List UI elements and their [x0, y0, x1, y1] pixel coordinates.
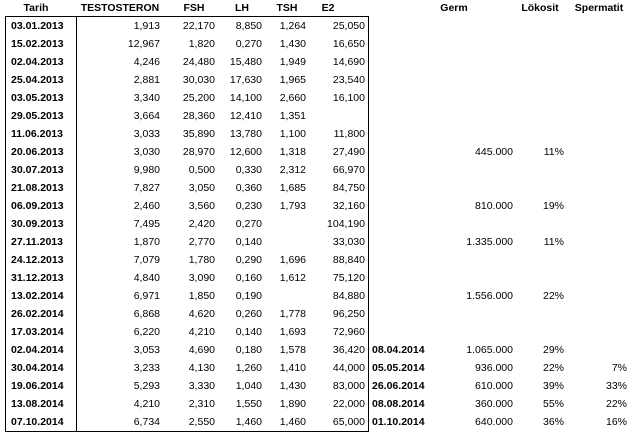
cell-testosteron: 3,030 — [133, 146, 160, 158]
cell-lokosit — [515, 251, 564, 269]
cell-lokosit — [515, 305, 564, 323]
cell-lh: 0,230 — [235, 200, 262, 212]
cell-tarih: 27.11.2013 — [11, 236, 63, 248]
cell-tsh: 1,778 — [279, 308, 306, 320]
cell-lh: 12,600 — [229, 146, 262, 158]
cell-tsh: 1,685 — [279, 182, 306, 194]
cell-lokosit — [515, 161, 564, 179]
cell-spermatit — [570, 53, 627, 71]
cell-date2 — [372, 179, 434, 197]
cell-lh: 0,360 — [235, 182, 262, 194]
cell-testosteron: 1,870 — [133, 236, 160, 248]
cell-fsh: 28,970 — [182, 146, 215, 158]
header-lokosit: Lökosit — [521, 2, 559, 14]
cell-fsh: 1,820 — [188, 38, 215, 50]
cell-date2 — [372, 125, 434, 143]
cell-fsh: 0,500 — [188, 164, 215, 176]
cell-lh: 0,160 — [235, 272, 262, 284]
cell-testosteron: 3,340 — [133, 92, 160, 104]
cell-e2 — [310, 107, 365, 125]
cell-tsh: 1,410 — [279, 362, 306, 374]
cell-fsh: 2,310 — [188, 398, 215, 410]
cell-date2 — [372, 53, 434, 71]
cell-tarih: 11.06.2013 — [11, 128, 63, 140]
cell-tsh — [265, 233, 306, 251]
cell-germ — [430, 251, 513, 269]
cell-testosteron: 4,246 — [133, 56, 160, 68]
cell-testosteron: 6,868 — [133, 308, 160, 320]
cell-fsh: 3,560 — [188, 200, 215, 212]
cell-germ — [430, 125, 513, 143]
header-testosteron: TESTOSTERON — [80, 2, 160, 14]
cell-germ — [430, 269, 513, 287]
cell-tarih: 30.09.2013 — [11, 218, 64, 230]
cell-tarih: 25.04.2013 — [11, 74, 64, 86]
cell-tarih: 02.04.2013 — [11, 56, 64, 68]
cell-lh: 17,630 — [229, 74, 262, 86]
cell-fsh: 3,090 — [188, 272, 215, 284]
cell-e2: 84,750 — [332, 182, 365, 194]
cell-e2: 75,120 — [332, 272, 365, 284]
cell-lokosit: 11% — [543, 146, 564, 158]
cell-testosteron: 1,913 — [133, 20, 160, 32]
cell-tsh: 1,965 — [279, 74, 306, 86]
cell-fsh: 2,420 — [188, 218, 215, 230]
cell-tsh — [265, 287, 306, 305]
cell-spermatit — [570, 143, 627, 161]
cell-tarih: 19.06.2014 — [11, 380, 64, 392]
cell-tarih: 17.03.2014 — [11, 326, 64, 338]
cell-e2: 66,970 — [332, 164, 365, 176]
cell-tsh: 2,660 — [279, 92, 306, 104]
cell-tsh: 1,696 — [279, 254, 306, 266]
cell-germ: 1.556.000 — [466, 290, 513, 302]
cell-tsh — [265, 215, 306, 233]
cell-spermatit — [570, 341, 627, 359]
cell-lokosit — [515, 323, 564, 341]
cell-e2: 25,050 — [332, 20, 365, 32]
cell-testosteron: 12,967 — [127, 38, 160, 50]
cell-lh: 15,480 — [229, 56, 262, 68]
cell-germ: 445.000 — [475, 146, 513, 158]
cell-lokosit — [515, 269, 564, 287]
header-tarih: Tarih — [23, 2, 49, 14]
cell-e2: 32,160 — [332, 200, 365, 212]
cell-germ — [430, 71, 513, 89]
cell-germ: 1.335.000 — [466, 236, 513, 248]
cell-fsh: 4,210 — [188, 326, 215, 338]
cell-lokosit — [515, 215, 564, 233]
cell-e2: 44,000 — [332, 362, 365, 374]
cell-tsh: 1,100 — [279, 128, 306, 140]
cell-tarih: 24.12.2013 — [11, 254, 64, 266]
cell-date2 — [372, 107, 434, 125]
cell-e2: 83,000 — [332, 380, 365, 392]
cell-testosteron: 3,664 — [133, 110, 160, 122]
cell-testosteron: 3,033 — [133, 128, 160, 140]
cell-date2: 05.05.2014 — [372, 362, 425, 374]
cell-tsh: 1,430 — [279, 38, 306, 50]
cell-lh: 8,850 — [235, 20, 262, 32]
cell-lh: 12,410 — [229, 110, 262, 122]
cell-date2: 26.06.2014 — [372, 380, 425, 392]
cell-lh: 1,260 — [235, 362, 262, 374]
cell-spermatit — [570, 305, 627, 323]
cell-tarih: 03.01.2013 — [11, 20, 64, 32]
cell-date2: 01.10.2014 — [372, 416, 425, 428]
cell-lh: 0,190 — [235, 290, 262, 302]
cell-fsh: 3,330 — [188, 380, 215, 392]
cell-testosteron: 3,053 — [133, 344, 160, 356]
cell-lh: 0,290 — [235, 254, 262, 266]
cell-spermatit — [570, 35, 627, 53]
cell-fsh: 30,030 — [182, 74, 215, 86]
cell-spermatit — [570, 323, 627, 341]
cell-tarih: 13.08.2014 — [11, 398, 64, 410]
cell-germ — [430, 53, 513, 71]
cell-lokosit: 11% — [543, 236, 564, 248]
cell-e2: 16,650 — [332, 38, 365, 50]
cell-germ — [430, 215, 513, 233]
cell-tarih: 07.10.2014 — [11, 416, 64, 428]
cell-date2 — [372, 269, 434, 287]
cell-fsh: 24,480 — [182, 56, 215, 68]
cell-germ: 610.000 — [475, 380, 513, 392]
cell-lh: 0,330 — [235, 164, 262, 176]
cell-tarih: 20.06.2013 — [11, 146, 64, 158]
cell-spermatit — [570, 269, 627, 287]
cell-date2 — [372, 35, 434, 53]
cell-tarih: 03.05.2013 — [11, 92, 64, 104]
cell-lh: 0,270 — [235, 218, 262, 230]
cell-tsh: 1,460 — [279, 416, 306, 428]
cell-spermatit: 33% — [605, 380, 627, 392]
cell-fsh: 2,550 — [188, 416, 215, 428]
cell-e2: 14,690 — [332, 56, 365, 68]
cell-e2: 27,490 — [332, 146, 365, 158]
cell-date2: 08.08.2014 — [372, 398, 425, 410]
cell-germ: 640.000 — [475, 416, 513, 428]
cell-date2: 08.04.2014 — [372, 344, 425, 356]
cell-spermatit — [570, 107, 627, 125]
cell-tarih: 26.02.2014 — [11, 308, 64, 320]
cell-tarih: 30.04.2014 — [11, 362, 64, 374]
cell-date2 — [372, 71, 434, 89]
cell-date2 — [372, 89, 434, 107]
cell-tsh: 2,312 — [279, 164, 306, 176]
cell-tarih: 29.05.2013 — [11, 110, 64, 122]
cell-testosteron: 6,734 — [133, 416, 160, 428]
cell-testosteron: 5,293 — [133, 380, 160, 392]
cell-fsh: 28,360 — [182, 110, 215, 122]
cell-tarih: 06.09.2013 — [11, 200, 64, 212]
cell-e2: 65,000 — [332, 416, 365, 428]
cell-germ — [430, 323, 513, 341]
cell-testosteron: 7,495 — [133, 218, 160, 230]
cell-e2: 88,840 — [332, 254, 365, 266]
cell-testosteron: 6,220 — [133, 326, 160, 338]
cell-testosteron: 7,079 — [133, 254, 160, 266]
cell-spermatit — [570, 161, 627, 179]
cell-fsh: 4,690 — [188, 344, 215, 356]
cell-lokosit: 55% — [542, 398, 564, 410]
cell-testosteron: 9,980 — [133, 164, 160, 176]
cell-spermatit: 16% — [605, 416, 627, 428]
cell-lh: 0,140 — [235, 326, 262, 338]
cell-germ — [430, 89, 513, 107]
cell-date2 — [372, 251, 434, 269]
cell-fsh: 3,050 — [188, 182, 215, 194]
cell-spermatit: 22% — [605, 398, 627, 410]
cell-testosteron: 4,210 — [133, 398, 160, 410]
cell-germ: 360.000 — [475, 398, 513, 410]
cell-spermatit — [570, 179, 627, 197]
cell-lh: 13,780 — [229, 128, 262, 140]
cell-lokosit: 19% — [542, 200, 564, 212]
cell-germ — [430, 161, 513, 179]
cell-lh: 0,270 — [235, 38, 262, 50]
cell-fsh: 2,770 — [188, 236, 215, 248]
cell-lokosit — [515, 71, 564, 89]
cell-tarih: 15.02.2013 — [11, 38, 64, 50]
cell-fsh: 1,850 — [188, 290, 215, 302]
header-e2: E2 — [321, 2, 335, 14]
cell-spermatit: 7% — [611, 362, 627, 374]
cell-date2 — [372, 233, 434, 251]
cell-fsh: 22,170 — [182, 20, 215, 32]
cell-lh: 1,040 — [235, 380, 262, 392]
cell-lokosit — [515, 89, 564, 107]
cell-tsh: 1,612 — [279, 272, 306, 284]
cell-tsh: 1,430 — [279, 380, 306, 392]
cell-lokosit — [515, 17, 564, 35]
cell-tarih: 30.07.2013 — [11, 164, 64, 176]
cell-lh: 14,100 — [229, 92, 262, 104]
cell-tsh: 1,693 — [279, 326, 306, 338]
cell-lokosit — [515, 35, 564, 53]
cell-lh: 0,140 — [235, 236, 262, 248]
cell-e2: 84,880 — [332, 290, 365, 302]
cell-tarih: 02.04.2014 — [11, 344, 64, 356]
cell-germ — [430, 35, 513, 53]
cell-e2: 16,100 — [332, 92, 365, 104]
cell-germ — [430, 107, 513, 125]
cell-tsh: 1,351 — [279, 110, 306, 122]
cell-e2: 36,420 — [332, 344, 365, 356]
cell-e2: 72,960 — [332, 326, 365, 338]
cell-testosteron: 4,840 — [133, 272, 160, 284]
cell-date2 — [372, 197, 434, 215]
cell-lokosit — [515, 107, 564, 125]
cell-germ: 810.000 — [475, 200, 513, 212]
header-lh: LH — [235, 2, 249, 14]
header-spermatit: Spermatit — [574, 2, 624, 14]
cell-fsh: 1,780 — [188, 254, 215, 266]
cell-date2 — [372, 161, 434, 179]
cell-lokosit: 29% — [542, 344, 564, 356]
cell-lokosit: 36% — [542, 416, 564, 428]
cell-e2: 96,250 — [332, 308, 365, 320]
cell-tsh: 1,890 — [279, 398, 306, 410]
header-tsh: TSH — [276, 2, 298, 14]
cell-testosteron: 6,971 — [133, 290, 160, 302]
cell-lh: 0,180 — [235, 344, 262, 356]
cell-spermatit — [570, 197, 627, 215]
cell-date2 — [372, 215, 434, 233]
cell-lokosit: 39% — [542, 380, 564, 392]
cell-spermatit — [570, 233, 627, 251]
cell-lokosit — [515, 125, 564, 143]
cell-e2: 104,190 — [327, 218, 365, 230]
cell-tsh: 1,264 — [279, 20, 306, 32]
cell-fsh: 35,890 — [182, 128, 215, 140]
cell-fsh: 4,620 — [188, 308, 215, 320]
cell-spermatit — [570, 251, 627, 269]
cell-date2 — [372, 323, 434, 341]
cell-lh: 1,460 — [235, 416, 262, 428]
cell-tsh: 1,318 — [279, 146, 306, 158]
cell-date2 — [372, 287, 434, 305]
cell-lh: 0,260 — [235, 308, 262, 320]
cell-germ — [430, 305, 513, 323]
cell-lh: 1,550 — [235, 398, 262, 410]
column-divider — [76, 16, 77, 432]
header-fsh: FSH — [183, 2, 205, 14]
cell-germ — [430, 17, 513, 35]
cell-spermatit — [570, 125, 627, 143]
cell-lokosit: 22% — [542, 290, 564, 302]
cell-lokosit — [515, 179, 564, 197]
cell-germ: 936.000 — [475, 362, 513, 374]
cell-tsh: 1,949 — [279, 56, 306, 68]
cell-lokosit — [515, 53, 564, 71]
cell-spermatit — [570, 71, 627, 89]
cell-e2: 11,800 — [333, 128, 365, 140]
header-germ: Germ — [440, 2, 468, 14]
cell-fsh: 4,130 — [188, 362, 215, 374]
cell-spermatit — [570, 215, 627, 233]
cell-spermatit — [570, 89, 627, 107]
cell-date2 — [372, 17, 434, 35]
cell-testosteron: 2,881 — [133, 74, 160, 86]
cell-testosteron: 2,460 — [133, 200, 160, 212]
cell-fsh: 25,200 — [182, 92, 215, 104]
cell-date2 — [372, 305, 434, 323]
cell-date2 — [372, 143, 434, 161]
cell-spermatit — [570, 287, 627, 305]
cell-tarih: 13.02.2014 — [11, 290, 64, 302]
cell-e2: 33,030 — [332, 236, 365, 248]
cell-testosteron: 3,233 — [133, 362, 160, 374]
cell-germ: 1.065.000 — [466, 344, 513, 356]
cell-tsh: 1,578 — [279, 344, 306, 356]
cell-tarih: 31.12.2013 — [11, 272, 64, 284]
cell-spermatit — [570, 17, 627, 35]
cell-e2: 23,540 — [332, 74, 365, 86]
cell-e2: 22,000 — [332, 398, 365, 410]
cell-germ — [430, 179, 513, 197]
cell-tarih: 21.08.2013 — [11, 182, 64, 194]
cell-testosteron: 7,827 — [133, 182, 160, 194]
cell-tsh: 1,793 — [279, 200, 306, 212]
cell-lokosit: 22% — [542, 362, 564, 374]
